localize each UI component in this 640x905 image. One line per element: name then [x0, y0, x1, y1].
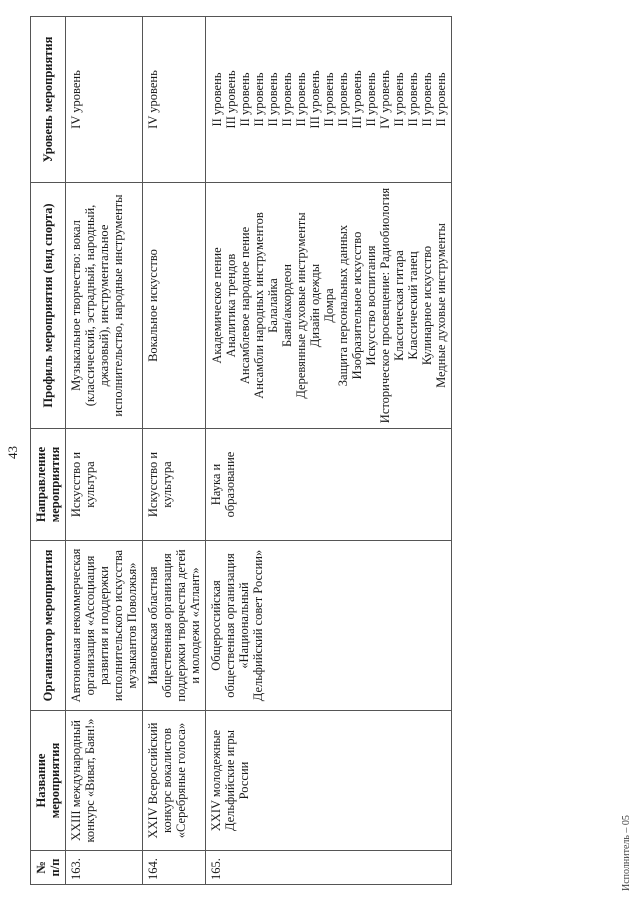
col-header-organizer: Организатор мероприятия [31, 541, 66, 711]
event-profile: Искусство воспитания [364, 245, 378, 366]
event-name: XXIII международный конкурс «Виват, Баян!» [66, 711, 143, 851]
col-header-name: Название мероприятия [31, 711, 66, 851]
events-table [30, 16, 452, 885]
table-header-row [31, 17, 66, 885]
event-profile: Академическое пение [210, 247, 224, 364]
event-level: II уровень [322, 72, 336, 127]
event-name: XXIV Всероссийский конкурс вокалистов «Серебряные голоса» [143, 711, 206, 851]
event-level: III уровень [224, 70, 238, 129]
event-level: II уровень [210, 72, 224, 127]
event-profile: Ансамблевое народное пение [238, 226, 252, 385]
event-profile: Историческое просвещение: Радиобиология [378, 187, 392, 424]
event-profile: Дизайн одежды [308, 263, 322, 348]
event-organizer: Ивановская областная общественная организация поддержки творчества детей и молодежи «Атлант» [143, 541, 206, 711]
event-profile-list [206, 183, 452, 429]
event-level: II уровень [364, 72, 378, 127]
event-profile: Балалайка [266, 278, 280, 333]
row-number: 164. [143, 851, 206, 885]
event-level: II уровень [266, 72, 280, 127]
page-number: 43 [5, 446, 20, 459]
event-organizer: Автономная некоммерческая организация «Ассоциация развития и поддержки исполнительского искусства музыкантов Поволжья» [66, 541, 143, 711]
table-row [206, 17, 452, 885]
row-number: 165. [206, 851, 452, 885]
col-header-level: Уровень мероприятия [31, 17, 66, 183]
col-header-num: № п/п [31, 851, 66, 885]
event-profile: Деревянные духовые инструменты [294, 212, 308, 399]
event-profile: Вокальное искусство [146, 249, 160, 362]
event-level: III уровень [350, 70, 364, 129]
event-profile: Классическая гитара [392, 250, 406, 361]
col-header-direction: Направление мероприятия [31, 429, 66, 541]
event-profile-list [143, 183, 206, 429]
event-profile-list [66, 183, 143, 429]
event-direction: Искусство и культура [143, 429, 206, 541]
event-profile: Защита персональных данных [336, 224, 350, 387]
event-level: II уровень [294, 72, 308, 127]
event-level: II уровень [280, 72, 294, 127]
event-level-list [66, 17, 143, 183]
event-organizer: Общероссийская общественная организация «Национальный Дельфийский совет России» [206, 541, 452, 711]
event-level-list [143, 17, 206, 183]
event-profile: Домра [322, 288, 336, 323]
event-level: II уровень [252, 72, 266, 127]
event-level: IV уровень [146, 70, 160, 129]
event-profile: Аналитика трендов [224, 253, 238, 358]
event-level: II уровень [238, 72, 252, 127]
event-level: IV уровень [69, 70, 83, 129]
event-profile: Баян/аккордеон [280, 264, 294, 347]
event-level: II уровень [420, 72, 434, 127]
event-level: IV уровень [378, 70, 392, 129]
event-level-list [206, 17, 452, 183]
event-profile: Ансамбли народных инструментов [252, 212, 266, 399]
event-direction: Искусство и культура [66, 429, 143, 541]
event-profile: Кулинарное искусство [420, 245, 434, 366]
event-name: XXIV молодежные Дельфийские игры России [206, 711, 452, 851]
col-header-profile: Профиль мероприятия (вид спорта) [31, 183, 66, 429]
table-row [66, 17, 143, 885]
event-level: II уровень [434, 72, 448, 127]
event-profile: Медные духовые инструменты [434, 223, 448, 388]
event-level: II уровень [336, 72, 350, 127]
event-direction: Наука и образование [206, 429, 452, 541]
event-profile: Изобразительное искусство [350, 231, 364, 380]
footer-note: Исполнитель – 05 [621, 815, 632, 891]
table-row [143, 17, 206, 885]
event-profile: Классический танец [406, 251, 420, 360]
event-profile: Музыкальное творчество: вокал (классический, эстрадный, народный, джазовый), инструментальное исполнительство, народные инструменты [69, 194, 125, 417]
event-level: III уровень [308, 70, 322, 129]
row-number: 163. [66, 851, 143, 885]
event-level: II уровень [392, 72, 406, 127]
event-level: II уровень [406, 72, 420, 127]
